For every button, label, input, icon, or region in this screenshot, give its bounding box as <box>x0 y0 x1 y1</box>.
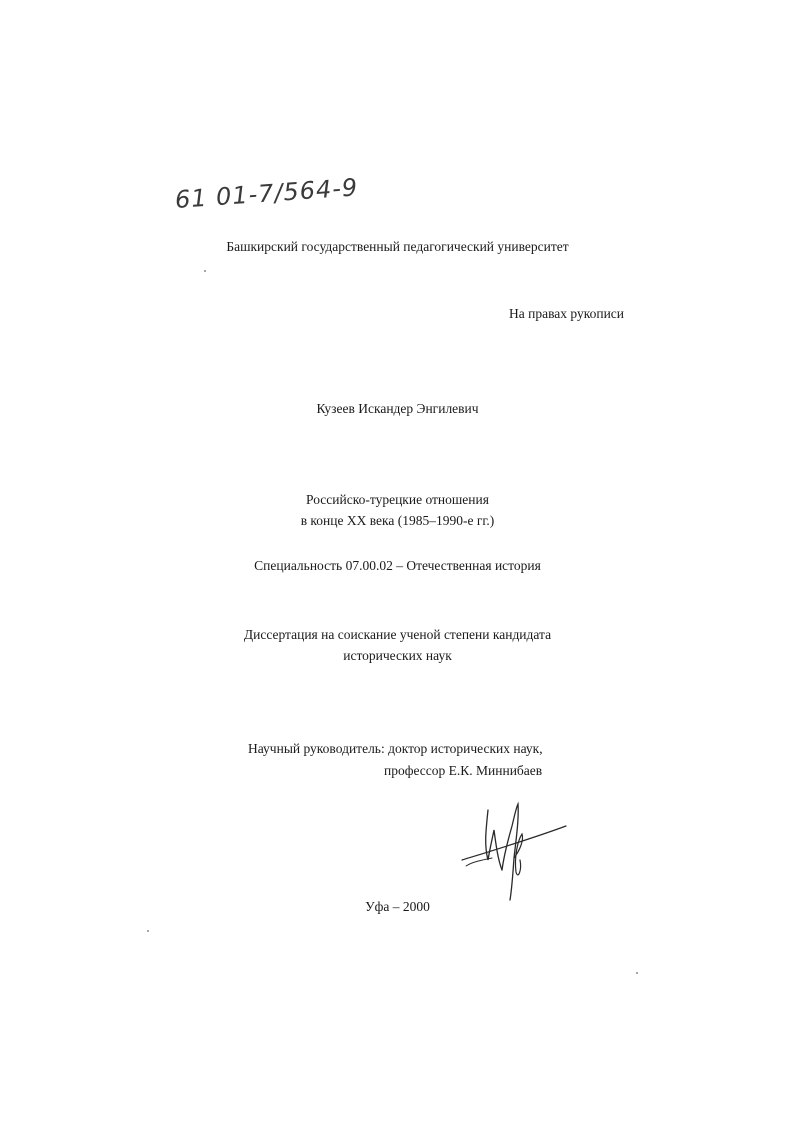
dissertation-title-line-2: в конце XX века (1985–1990-е гг.) <box>300 513 495 528</box>
scan-speck <box>636 972 638 974</box>
dissertation-title-line-1: Российско-турецкие отношения <box>306 492 489 507</box>
supervisor-line-2: профессор Е.К. Миннибаев <box>384 763 543 778</box>
specialty-line: Специальность 07.00.02 – Отечественная история <box>254 558 541 573</box>
degree-line-2: исторических наук <box>343 648 452 663</box>
handwritten-archive-number: 61 01-7/564-9 <box>174 173 360 214</box>
supervisor-line-1: Научный руководитель: доктор исторических наук, <box>248 741 543 756</box>
scan-speck <box>204 270 206 272</box>
city-and-year: Уфа – 2000 <box>365 899 430 914</box>
author-name: Кузеев Искандер Энгилевич <box>316 401 479 416</box>
degree-line-1: Диссертация на соискание ученой степени кандидата <box>243 627 552 642</box>
institution-name: Башкирский государственный педагогический университет <box>226 239 569 254</box>
supervisor-signature <box>458 800 570 904</box>
scan-speck <box>147 930 149 932</box>
manuscript-rights-note: На правах рукописи <box>509 306 625 321</box>
